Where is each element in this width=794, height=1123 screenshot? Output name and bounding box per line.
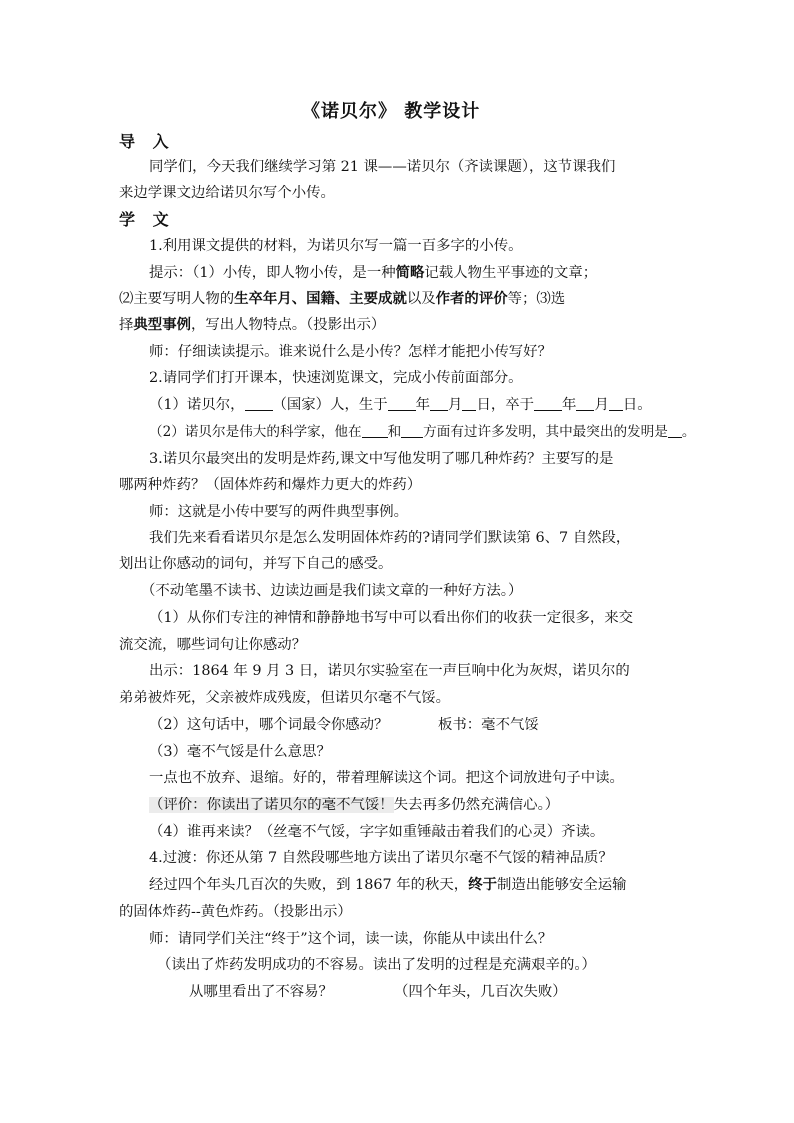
answer-3: 一点也不放弃、退缩。好的，带着理解读这个词。把这个词放进句子中读。 xyxy=(149,770,624,786)
answer-5: （四个年头，几百次失败） xyxy=(394,984,567,1000)
blank xyxy=(576,396,594,411)
intro-paragraph-line-1: 同学们，今天我们继续学习第 21 课——诺贝尔（齐读课题），这节课我们 xyxy=(149,159,616,175)
reading-method-tip: （不动笔墨不读书、边读边画是我们读文章的一种好方法。） xyxy=(141,583,523,599)
task-3-line-2: 哪两种炸药？（固体炸药和爆炸力更大的炸药） xyxy=(119,477,422,493)
answer-4: （读出了炸药发明成功的不容易。读出了发明的过程是充满艰辛的。） xyxy=(157,957,596,973)
blank xyxy=(668,423,682,438)
blank xyxy=(362,423,388,438)
blank xyxy=(430,396,448,411)
section-heading-intro: 导 入 xyxy=(119,132,175,151)
task-2: 2.请同学们打开课本，快速浏览课文，完成小传前面部分。 xyxy=(149,370,523,386)
excerpt-line-2: 弟弟被炸死，父亲被炸成残废，但诺贝尔毫不气馁。 xyxy=(119,690,450,706)
solid-explosive-paragraph-line-2: 划出让你感动的词句，并写下自己的感受。 xyxy=(119,556,393,572)
fill-in-line-2: （2）诺贝尔是伟大的科学家，他在 和 方面有过许多发明，其中最突出的发明是 。 xyxy=(149,424,696,440)
task-1: 1.利用课文提供的材料，为诺贝尔写一篇一百多字的小传。 xyxy=(149,238,523,254)
blank xyxy=(388,396,416,411)
teacher-question-1: 师：仔细读读提示。谁来说什么是小传？怎样才能把小传写好？ xyxy=(149,344,552,360)
blank xyxy=(401,423,423,438)
teacher-question-3: 师：请同学们关注“终于”这个词，读一读，你能从中读出什么？ xyxy=(149,931,553,947)
document-title: 《诺贝尔》 教学设计 xyxy=(302,101,481,122)
tip-line-2: ⑵主要写明人物的生卒年月、国籍、主要成就以及作者的评价等；⑶选 xyxy=(119,290,566,307)
task-4: 4.过渡：你还从第 7 自然段哪些地方读出了诺贝尔毫不气馁的精神品质？ xyxy=(149,850,613,866)
question-4: （4）谁再来读？（丝毫不气馁，字字如重锤敲击着我们的心灵）齐读。 xyxy=(149,824,605,840)
fill-in-line-1: （1）诺贝尔， （国家）人，生于 年 月 日，卒于 年 月 日。 xyxy=(149,397,652,413)
task-3-line-1: 3.诺贝尔最突出的发明是炸药,课文中写他发明了哪几种炸药？主要写的是 xyxy=(149,451,614,467)
intro-paragraph-line-2: 来边学课文边给诺贝尔写个小传。 xyxy=(119,185,335,201)
experiment-paragraph-line-2: 的固体炸药--黄色炸药。（投影出示） xyxy=(119,904,352,920)
blank xyxy=(609,396,623,411)
teacher-remark-2: 师：这就是小传中要写的两件典型事例。 xyxy=(149,504,409,520)
highlighted-evaluation: （评价：你读出了诺贝尔的毫不气馁！ xyxy=(149,797,394,813)
question-1-line-2: 流交流，哪些词句让你感动？ xyxy=(119,637,307,653)
section-heading-study: 学 文 xyxy=(119,210,175,229)
tip-line-3: 择典型事例，写出人物特点。（投影出示） xyxy=(119,316,386,333)
blank xyxy=(534,396,562,411)
excerpt-line-1: 出示：1864 年 9 月 3 日，诺贝尔实验室在一声巨响中化为灰烬，诺贝尔的 xyxy=(149,663,630,679)
solid-explosive-paragraph-line-1: 我们先来看看诺贝尔是怎么发明固体炸药的?请同学们默读第 6、7 自然段， xyxy=(149,530,631,546)
blank xyxy=(462,396,476,411)
evaluation-line: （评价：你读出了诺贝尔的毫不气馁！失去再多仍然充满信心。） xyxy=(149,797,560,813)
tip-line-1: 提示：（1）小传，即人物小传，是一种简略记载人物生平事迹的文章； xyxy=(149,264,598,281)
question-1-line-1: （1）从你们专注的神情和静静地书写中可以看出你们的收获一定很多，来交 xyxy=(149,610,634,626)
question-3: （3）毫不气馁是什么意思？ xyxy=(149,744,331,760)
question-5: 从哪里看出了不容易？ xyxy=(189,984,333,1000)
board-note: 板书：毫不气馁 xyxy=(438,717,539,733)
question-2: （2）这句话中，哪个词最令你感动？ xyxy=(149,717,389,733)
blank xyxy=(245,396,273,411)
experiment-paragraph-line-1: 经过四个年头几百次的失败，到 1867 年的秋天，终于制造出能够安全运输 xyxy=(149,876,627,893)
